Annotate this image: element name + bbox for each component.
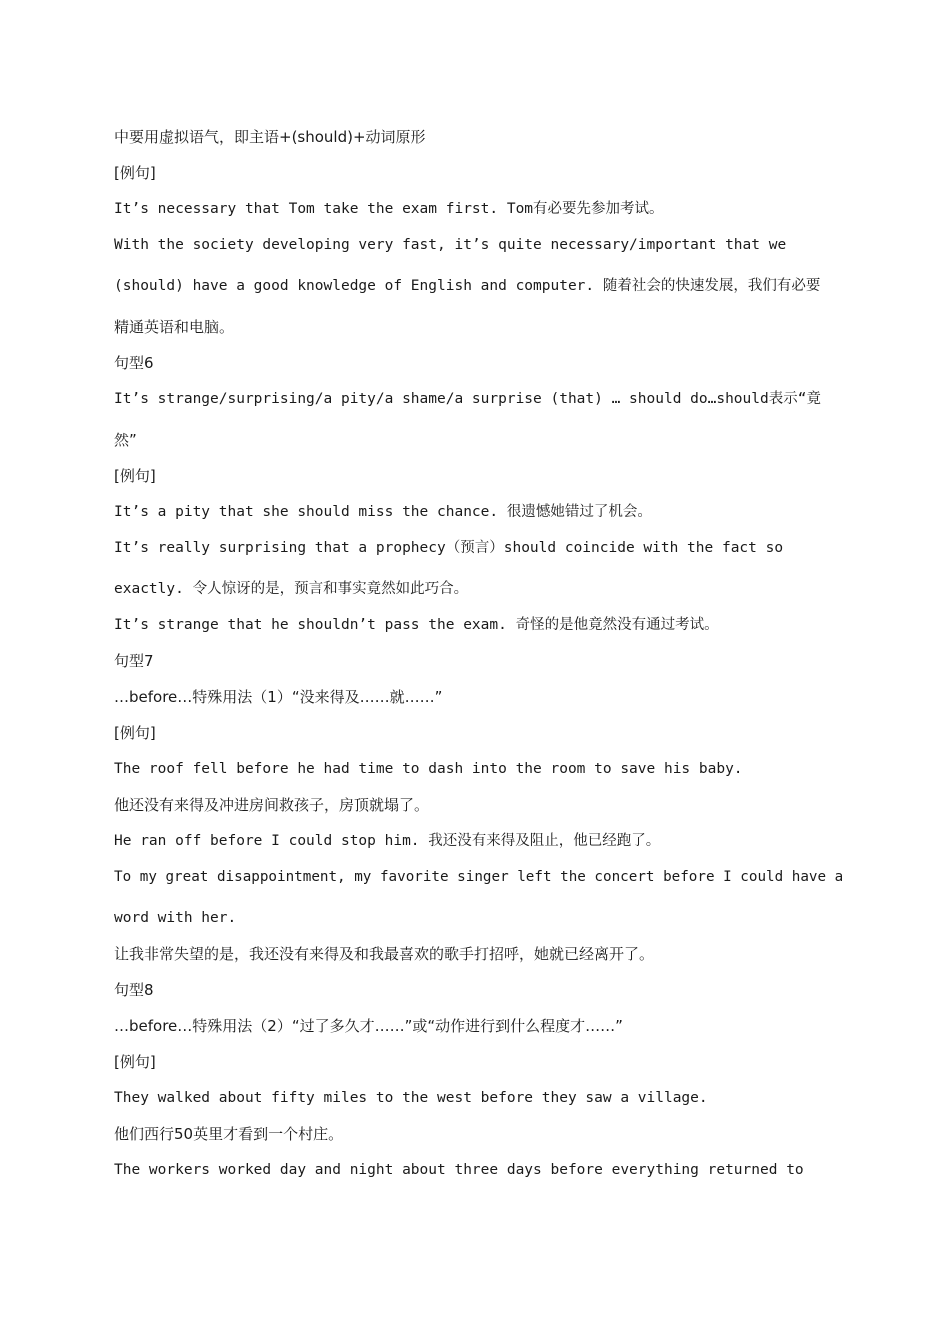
example-heading: [例句] xyxy=(114,1053,156,1071)
pattern-heading: 句型8 xyxy=(114,981,154,999)
example-heading: [例句] xyxy=(114,467,156,485)
text-line: 然” xyxy=(114,431,137,449)
text-line: (should) have a good knowledge of English and computer. 随着社会的快速发展，我们有必要 xyxy=(114,278,821,294)
text-line: They walked about fifty miles to the west before they saw a village. xyxy=(114,1090,708,1106)
example-heading: [例句] xyxy=(114,164,156,182)
text-line: It’s strange/surprising/a pity/a shame/a surprise (that) … should do…should表示“竟 xyxy=(114,391,821,407)
text-line: exactly. 令人惊讶的是，预言和事实竟然如此巧合。 xyxy=(114,581,469,597)
text-line: It’s a pity that she should miss the chance. 很遗憾她错过了机会。 xyxy=(114,504,652,520)
text-line: He ran off before I could stop him. 我还没有来得及阻止，他已经跑了。 xyxy=(114,833,661,849)
text-line: 他还没有来得及冲进房间救孩子，房顶就塌了。 xyxy=(114,796,430,814)
text-line: …before…特殊用法（2）“过了多久才……”或“动作进行到什么程度才……” xyxy=(114,1017,623,1035)
text-line: 让我非常失望的是，我还没有来得及和我最喜欢的歌手打招呼，她就已经离开了。 xyxy=(114,945,655,963)
text-line: …before…特殊用法（1）“没来得及……就……” xyxy=(114,688,443,706)
text-line: It’s strange that he shouldn’t pass the exam. 奇怪的是他竟然没有通过考试。 xyxy=(114,617,719,633)
text-line: 中要用虚拟语气，即主语+(should)+动词原形 xyxy=(114,128,426,146)
text-line: With the society developing very fast, it’s quite necessary/important that we xyxy=(114,237,787,253)
text-line: 他们西行50英里才看到一个村庄。 xyxy=(114,1125,344,1143)
text-line: It’s necessary that Tom take the exam first. Tom有必要先参加考试。 xyxy=(114,201,664,217)
text-line: It’s really surprising that a prophecy（预言）should coincide with the fact so xyxy=(114,540,784,556)
text-line: word with her. xyxy=(114,910,237,926)
text-line: The roof fell before he had time to dash into the room to save his baby. xyxy=(114,761,743,777)
text-line: The workers worked day and night about three days before everything returned to xyxy=(114,1162,804,1178)
pattern-heading: 句型7 xyxy=(114,652,154,670)
text-line: To my great disappointment, my favorite singer left the concert before I could have a xyxy=(114,869,844,885)
pattern-heading: 句型6 xyxy=(114,354,154,372)
text-line: 精通英语和电脑。 xyxy=(114,318,235,336)
example-heading: [例句] xyxy=(114,724,156,742)
